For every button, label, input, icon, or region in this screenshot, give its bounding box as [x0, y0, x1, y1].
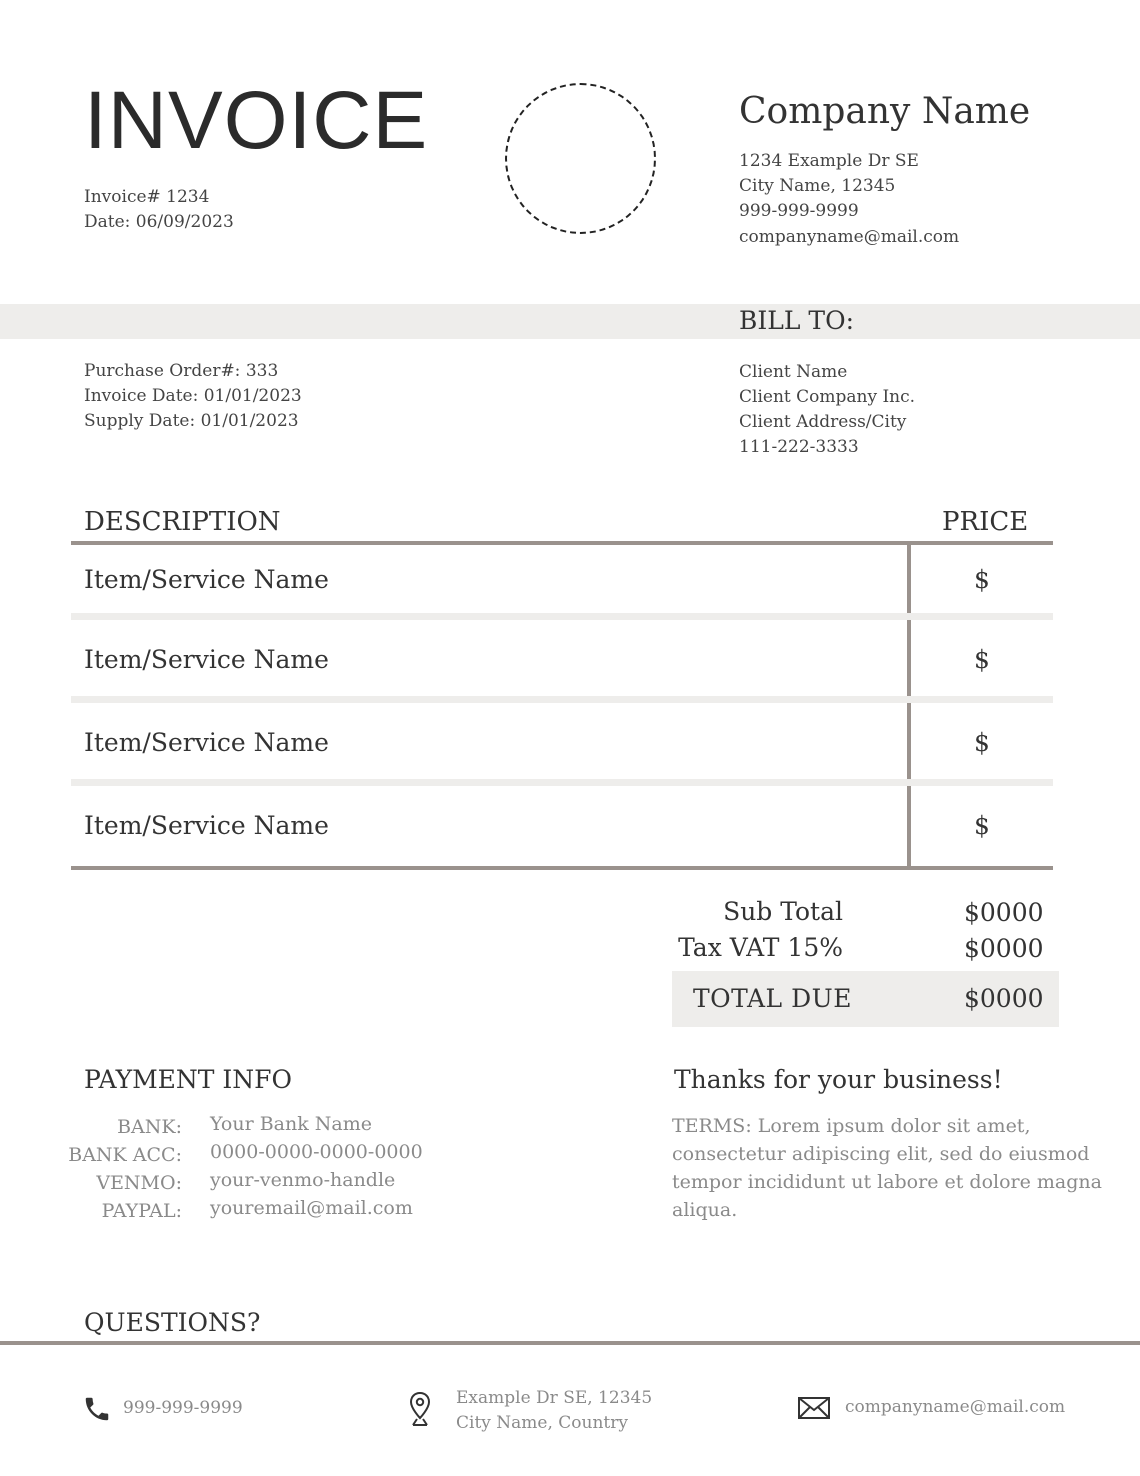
total-due-label: TOTAL DUE [693, 984, 852, 1013]
footer-email: companyname@mail.com [845, 1397, 1066, 1417]
footer-phone: 999-999-9999 [123, 1398, 243, 1418]
bill-to-band [0, 304, 1140, 339]
price-header: PRICE [942, 507, 1029, 537]
row-separator [71, 696, 1053, 703]
location-pin-icon [405, 1390, 435, 1428]
subtotal-value: $0000 [964, 898, 1044, 927]
tax-label: Tax VAT 15% [678, 933, 843, 962]
questions-heading: QUESTIONS? [84, 1308, 261, 1337]
item-name: Item/Service Name [84, 728, 329, 757]
client-address: Client Address/City [739, 412, 907, 432]
table-column-divider [907, 545, 911, 866]
terms-text: TERMS: Lorem ipsum dolor sit amet, consectetur adipiscing elit, sed do eiusmod tempor incididunt ut labore et dolore magna aliqua. [672, 1115, 1102, 1221]
footer-address-line1: Example Dr SE, 12345 [456, 1388, 653, 1408]
table-top-rule [71, 541, 1053, 545]
invoice-date: Date: 06/09/2023 [84, 212, 234, 232]
payment-label: PAYPAL: [101, 1200, 182, 1222]
purchase-order: Purchase Order#: 333 [84, 361, 279, 381]
item-name: Item/Service Name [84, 811, 329, 840]
item-price: $ [974, 811, 990, 840]
row-separator [71, 613, 1053, 620]
payment-label: BANK ACC: [68, 1144, 182, 1166]
company-email: companyname@mail.com [739, 227, 960, 247]
item-name: Item/Service Name [84, 565, 329, 594]
payment-info-heading: PAYMENT INFO [84, 1065, 293, 1094]
client-phone: 111-222-3333 [739, 437, 859, 457]
supply-date: Supply Date: 01/01/2023 [84, 411, 299, 431]
thanks-message: Thanks for your business! [674, 1065, 1003, 1094]
item-price: $ [974, 728, 990, 757]
client-name: Client Name [739, 362, 848, 382]
payment-value: Your Bank Name [210, 1113, 372, 1135]
item-name: Item/Service Name [84, 645, 329, 674]
company-address-line2: City Name, 12345 [739, 176, 896, 196]
client-company: Client Company Inc. [739, 387, 916, 407]
logo-placeholder [505, 83, 656, 234]
envelope-icon [797, 1394, 831, 1422]
subtotal-label: Sub Total [723, 897, 843, 926]
phone-icon [82, 1394, 112, 1424]
payment-label: BANK: [117, 1116, 182, 1138]
company-address-line1: 1234 Example Dr SE [739, 151, 919, 171]
row-separator [71, 779, 1053, 786]
item-price: $ [974, 645, 990, 674]
payment-value: your-venmo-handle [210, 1169, 396, 1191]
footer-rule [0, 1341, 1140, 1345]
footer-address-line2: City Name, Country [456, 1413, 628, 1433]
total-due-value: $0000 [964, 984, 1044, 1013]
company-name: Company Name [739, 91, 1031, 132]
payment-value: 0000-0000-0000-0000 [210, 1141, 423, 1163]
invoice-number: Invoice# 1234 [84, 187, 210, 207]
payment-label: VENMO: [96, 1172, 182, 1194]
tax-value: $0000 [964, 934, 1044, 963]
company-phone: 999-999-9999 [739, 201, 859, 221]
bill-to-heading: BILL TO: [739, 306, 854, 335]
table-bottom-rule [71, 866, 1053, 870]
item-price: $ [974, 565, 990, 594]
payment-value: youremail@mail.com [210, 1197, 413, 1219]
order-invoice-date: Invoice Date: 01/01/2023 [84, 386, 302, 406]
description-header: DESCRIPTION [84, 507, 281, 537]
invoice-title: INVOICE [84, 75, 429, 166]
